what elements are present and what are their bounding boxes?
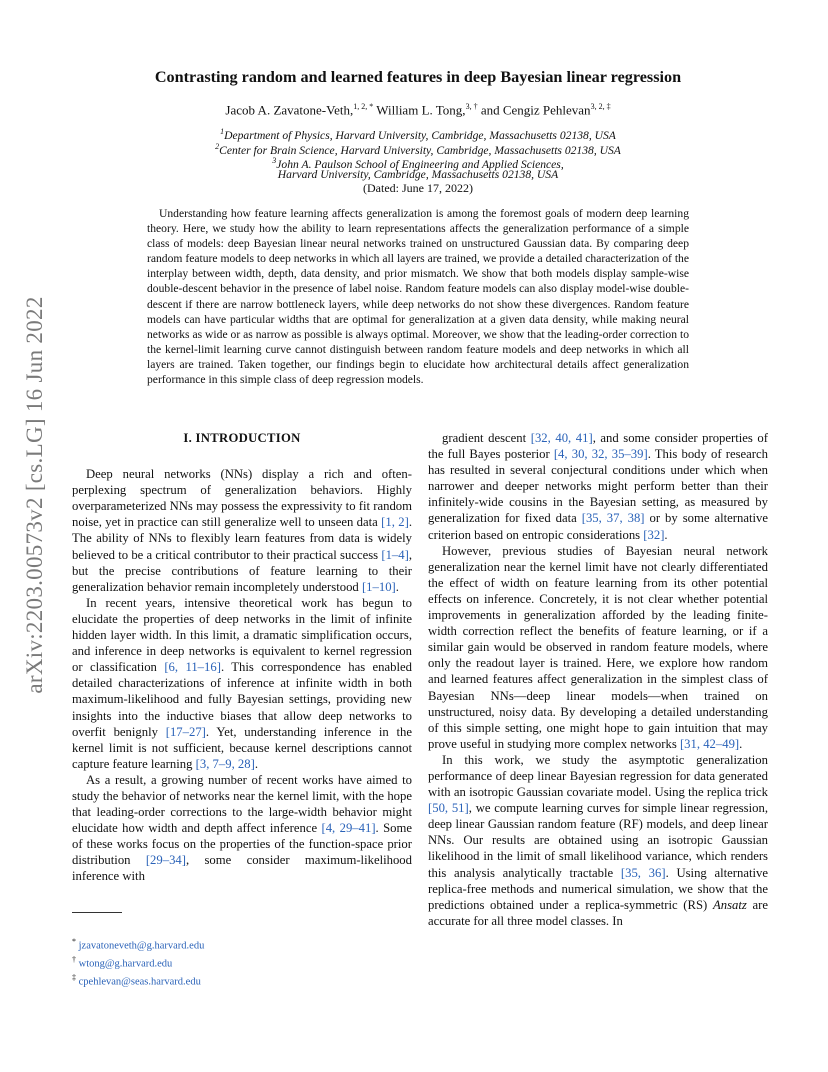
paragraph-text: gradient descent <box>442 431 531 445</box>
paragraph-text: . <box>395 579 399 594</box>
email-link[interactable]: cpehlevan@seas.harvard.edu <box>78 976 201 988</box>
paragraph-text: . Yet, understanding inference in the kernel limit is not sufficient, because kernel descriptions cannot capture feature learning <box>72 724 412 771</box>
citation-link[interactable]: [32] <box>643 527 665 542</box>
author-marks: 1, 2, * <box>353 102 374 111</box>
right-column-body <box>428 430 768 929</box>
paper-title: Contrasting random and learned features in deep Bayesian linear regression <box>154 68 682 86</box>
paragraph-text: Deep neural networks (NNs) display a rich and often-perplexing spectrum of generalization behaviors. Highly overparameterized NNs may possess the expressivity to fit random noise, yet in practice can still generalize well to unseen data <box>72 467 412 530</box>
footnote <box>72 953 204 971</box>
paragraph-text: , but the precise contributions of feature learning to their generalization behavior remain incompletely understood <box>72 547 412 594</box>
citation-link[interactable]: [17–27] <box>165 724 206 739</box>
affiliation-mark: 1 <box>220 127 225 136</box>
author-marks: 3, 2, ‡ <box>590 102 611 111</box>
body-paragraph <box>72 466 412 595</box>
body-paragraph <box>72 772 412 885</box>
citation-link[interactable]: [6, 11–16] <box>164 660 221 675</box>
paragraph-text: However, previous studies of Bayesian neural network generalization near the kernel limit have not clearly differentiated the effect of width on feature learning from its other potential effects on inference. Concretely, it is not clear whether potential improvements in generalization afforded by the leading finite-width correction reflect the benefits of feature learning, or if a similar gain would be observed in random feature models, where only the readout layer is trained. Here, we explore how random and learned features affect generalization in the simplest class of Bayesian NNs—deep linear models—when trained on unstructured, noisy data. By developing a detailed understanding of this simple setting, one might hope to gain intuition that may prove useful in studying more complex networks <box>428 543 768 751</box>
right-column <box>428 430 768 929</box>
footnote <box>72 935 204 953</box>
italic-text: Ansatz <box>712 897 747 912</box>
paragraph-text: . <box>254 756 259 771</box>
paragraph-text: are accurate for all three model classes. In <box>428 897 768 928</box>
citation-link[interactable]: [1–10] <box>361 579 396 594</box>
body-paragraph <box>428 543 768 752</box>
affiliation-mark: 2 <box>215 142 220 151</box>
paragraph-text: As a result, a growing number of recent works have aimed to study the behavior of networks near the kernel limit, with the hope that leading-order corrections to the large-width behavior might elucidate how width and depth affect inference <box>72 772 412 836</box>
citation-link[interactable]: [35, 36] <box>620 865 666 880</box>
paragraph-text: . This correspondence has enabled detailed characterizations of inference at infinite width in both maximum-likelihood and fully Bayesian settings, providing new insights into the inductive biases that allow deep networks to overfit benignly <box>72 660 413 739</box>
paragraph-text: . This body of research has resulted in several conjectural conditions under which when narrower and deeper networks might perform better than their infinitely-wide cousins in the Bayesian setting, as measured by generalization for fixed data <box>428 447 768 526</box>
footnote-rule <box>72 912 122 913</box>
citation-link[interactable]: [31, 42–49] <box>679 736 740 751</box>
left-column <box>72 430 412 885</box>
arxiv-sidebar <box>18 290 52 700</box>
citation-link[interactable]: [35, 37, 38] <box>581 511 645 526</box>
body-paragraph <box>428 430 768 543</box>
paragraph-text: , we compute learning curves for simple linear regression, deep linear Gaussian random feature (RF) models, and deep linear NNs. Our results are obtained using an isotropic Gaussian likelihood in the limit of small likelihood variance, which renders this analysis analytically tractable <box>428 801 768 880</box>
abstract: Understanding how feature learning affects generalization is among the foremost goals of modern deep learning theory. Here, we study how the ability to learn representations affects the generalization performance of a simple class of models: deep Bayesian linear neural networks trained on unstructured Gaussian data. By comparing deep random feature models to deep networks in which all layers are trained, we provide a detailed characterization of the interplay between width, depth, data density, and prior mismatch. We show that both models display sample-wise double-descent behavior in the presence of label noise. Random feature models can also display model-wise double-descent if there are narrow bottleneck layers, while deep networks do not show these divergences. Random feature models can have particular widths that are optimal for generalization at a given data density, while making neural networks as wide or as narrow as possible is always optimal. Moreover, we show that the leading-order correction to the kernel-limit learning curve cannot distinguish between random feature models and deep networks in which all layers are trained. Taken together, our findings begin to elucidate how architectural details affect generalization performance in this simple class of deep regression models. <box>147 207 689 387</box>
footnote-mark: † <box>72 955 76 965</box>
affiliation-mark: 3 <box>272 156 277 165</box>
body-paragraph <box>428 752 768 929</box>
affiliation <box>80 167 756 182</box>
footnote-mark: ‡ <box>72 973 76 983</box>
left-column-body <box>72 466 412 884</box>
citation-link[interactable]: [32, 40, 41] <box>530 431 593 445</box>
paragraph-text: . <box>664 527 668 542</box>
citation-link[interactable]: [3, 7–9, 28] <box>195 756 255 771</box>
citation-link[interactable]: [4, 30, 32, 35–39] <box>553 447 648 462</box>
paragraph-text: or by some alternative criterion based on entropic considerations <box>428 511 769 542</box>
footnote <box>72 971 204 989</box>
paragraph-text: In recent years, intensive theoretical work has begun to elucidate the properties of deep networks in the limit of infinite hidden layer width. In this limit, a dramatic simplification occurs, and inference in deep networks is equivalent to kernel regression or classification <box>72 595 412 675</box>
affiliation-text: Center for Brain Science, Harvard University, Cambridge, Massachusetts 02138, USA <box>219 143 621 157</box>
section-heading: I. INTRODUCTION <box>183 431 301 445</box>
paragraph-text: , some consider maximum-likelihood inference with <box>72 853 412 884</box>
paragraph-text: . Using alternative replica-free methods and numerical simulation, we show that the predictions obtained under a replica-symmetric (RS) <box>428 865 769 912</box>
arxiv-identifier: arXiv:2203.00573v2 [cs.LG] 16 Jun 2022 <box>22 296 47 694</box>
affiliation-text: Department of Physics, Harvard University, Cambridge, Massachusetts 02138, USA <box>224 128 616 142</box>
affiliation-text: Harvard University, Cambridge, Massachusetts 02138, USA <box>277 168 559 181</box>
footnotes <box>72 935 204 989</box>
email-link[interactable]: jzavatoneveth@g.harvard.edu <box>78 940 205 952</box>
author-name: William L. Tong, <box>376 102 466 118</box>
author-name: and Cengiz Pehlevan <box>480 102 591 118</box>
paragraph-text: . <box>739 736 743 751</box>
paragraph-text: . Some of these works focus on the properties of the function-space prior distribution <box>72 821 412 868</box>
citation-link[interactable]: [29–34] <box>145 853 186 868</box>
dated-line: (Dated: June 17, 2022) <box>363 181 473 195</box>
footnote-mark: * <box>72 937 76 946</box>
paragraph-text: In this work, we study the asymptotic generalization performance of deep linear Bayesian regression for data generated with an isotropic Gaussian covariate model. Using the replica trick <box>428 752 768 800</box>
paragraph-text: . The ability of NNs to flexibly learn features from data is widely believed to be a critical contributor to their practical success <box>72 515 413 562</box>
citation-link[interactable]: [1–4] <box>381 547 409 562</box>
citation-link[interactable]: [50, 51] <box>428 801 469 816</box>
affiliation-text: John A. Paulson School of Engineering and Applied Sciences, <box>276 157 564 171</box>
body-paragraph <box>72 595 412 772</box>
citation-link[interactable]: [4, 29–41] <box>321 821 376 836</box>
author-line <box>80 102 756 118</box>
author-marks: 3, † <box>465 102 478 111</box>
citation-link[interactable]: [1, 2] <box>381 515 409 530</box>
author-name: Jacob A. Zavatone-Veth, <box>225 102 354 118</box>
paragraph-text: , and some consider properties of the full Bayes posterior <box>428 431 768 462</box>
email-link[interactable]: wtong@g.harvard.edu <box>78 958 173 970</box>
